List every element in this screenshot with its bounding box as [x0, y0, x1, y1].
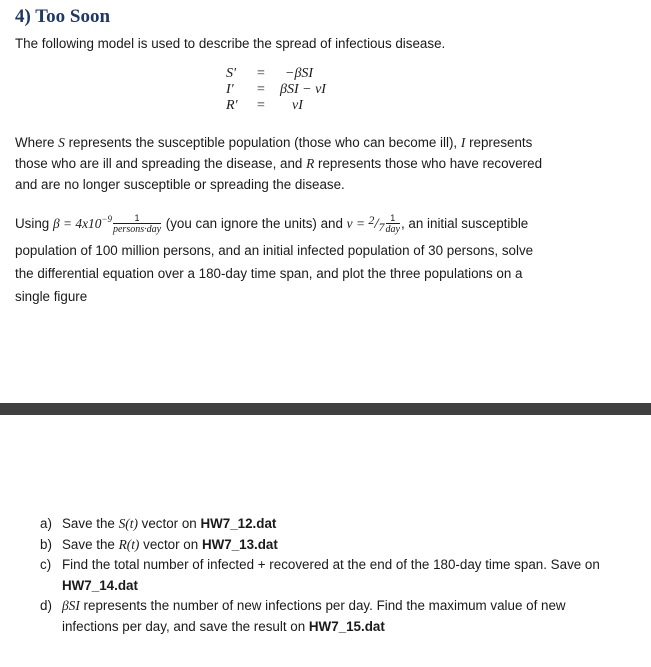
- fraction-denominator: persons·day: [112, 223, 162, 235]
- nu-numerator: 2: [368, 213, 375, 227]
- text-run: Using: [15, 216, 53, 231]
- text-run: Save the: [62, 536, 119, 552]
- equation-rhs: −βSI: [285, 66, 314, 81]
- equation-equals: =: [257, 66, 265, 81]
- question-label: c): [40, 557, 52, 572]
- output-filename: HW7_12.dat: [200, 516, 277, 531]
- equation-rhs: νI: [292, 98, 303, 113]
- equation-equals: =: [257, 98, 265, 113]
- beta-exponent: −9: [101, 214, 112, 224]
- intro-text: The following model is used to describe the spread of infectious disease.: [15, 36, 446, 51]
- question-label: d): [40, 598, 52, 613]
- fraction-numerator: 1: [113, 214, 161, 224]
- fraction-numerator: 1: [386, 214, 400, 224]
- output-filename: HW7_13.dat: [201, 536, 278, 552]
- question-item: [40, 514, 600, 535]
- equation-rhs: βSI − νI: [280, 82, 326, 97]
- question-item: [40, 535, 600, 556]
- text-run: vector on: [139, 536, 202, 552]
- problem-title: 4) Too Soon: [15, 6, 111, 27]
- text-run: Where: [15, 135, 59, 150]
- output-filename: HW7_14.dat: [62, 577, 138, 593]
- text-run: Find the total number of infected + recovered at the end of the 180-day time span. Save on: [62, 557, 600, 572]
- equation-equals: =: [257, 82, 265, 97]
- var-r: R: [306, 156, 315, 171]
- math-expression: S(t): [118, 516, 138, 531]
- nu-slash: /: [374, 216, 379, 232]
- equation-lhs: R': [226, 98, 238, 113]
- nu-units-fraction: [386, 214, 400, 235]
- separator-bar: [0, 403, 651, 415]
- nu-denominator: 7: [378, 220, 385, 234]
- text-run: represents those who have recovered and are no longer susceptible or spreading the disease.: [15, 156, 543, 192]
- equation-lhs: I': [226, 82, 234, 97]
- nu-symbol: ν =: [346, 216, 369, 231]
- output-filename: HW7_15.dat: [308, 618, 385, 634]
- text-run: , an initial susceptible population of 100 million persons, and an initial infected population of 30 persons, solve the differential equation over a 180-day time span, and plot the three populations on a single figure: [15, 216, 534, 304]
- beta-value: β = 4x10: [52, 216, 102, 231]
- text-run: represents the susceptible population (those who can become ill),: [64, 135, 461, 150]
- question-label: a): [40, 516, 52, 531]
- question-label: b): [40, 536, 52, 552]
- question-item: [40, 596, 600, 637]
- beta-units-fraction: [113, 214, 161, 235]
- equation-lhs: S': [226, 66, 236, 81]
- parameters-text: [15, 208, 535, 308]
- text-run: vector on: [137, 516, 201, 531]
- text-run: (you can ignore the units) and: [162, 216, 347, 231]
- text-run: represents those who are ill and spreading the disease, and: [15, 135, 533, 171]
- math-expression: βSI: [62, 598, 80, 613]
- text-run: represents the number of new infections per day. Find the maximum value of new infections per day, and save the result on: [62, 598, 566, 634]
- var-i: I: [460, 135, 466, 150]
- variable-description: [15, 132, 555, 195]
- math-expression: R(t): [118, 536, 140, 552]
- question-item: [40, 555, 600, 596]
- var-s: S: [58, 135, 65, 150]
- text-run: Save the: [62, 516, 119, 531]
- question-list: [40, 514, 600, 637]
- fraction-denominator: day: [385, 223, 400, 235]
